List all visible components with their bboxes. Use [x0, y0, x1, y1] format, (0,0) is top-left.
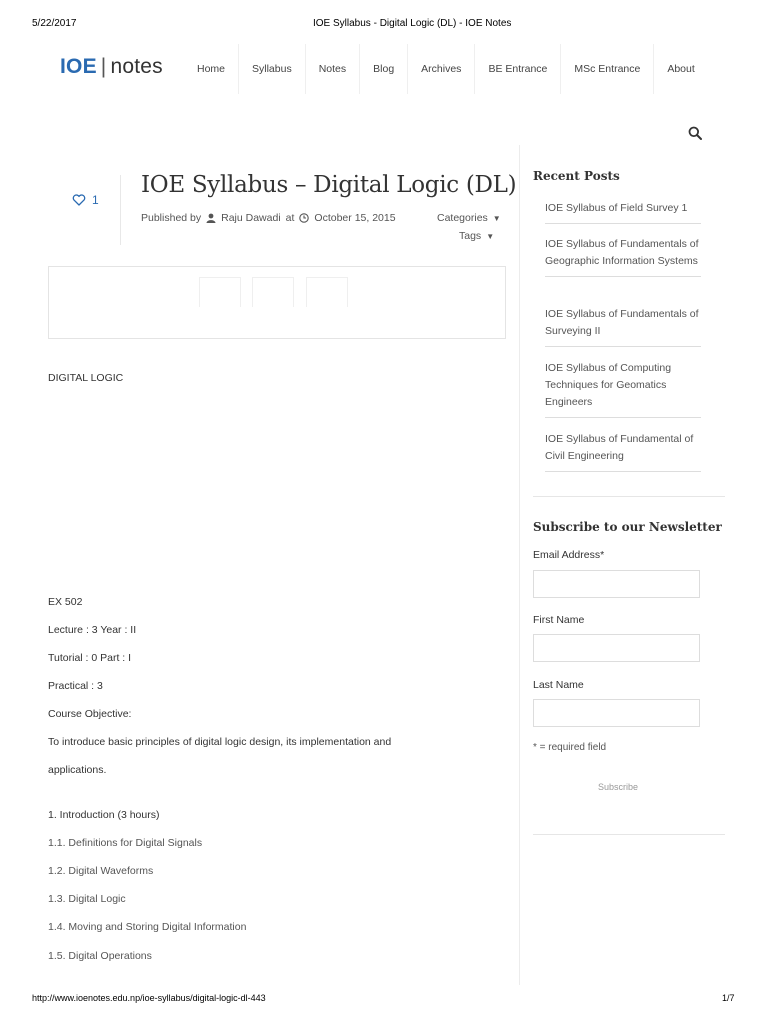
- recent-post-link[interactable]: IOE Syllabus of Fundamental of Civil Engineering: [545, 431, 701, 472]
- like-button[interactable]: [72, 193, 99, 207]
- last-name-label: Last Name: [533, 679, 584, 691]
- list-item: 1.5. Digital Operations: [48, 950, 152, 962]
- share-button-2[interactable]: [252, 277, 294, 307]
- at-label: at: [285, 212, 295, 224]
- last-name-field[interactable]: [533, 699, 700, 727]
- main-nav: [183, 44, 708, 94]
- list-item: 1.1. Definitions for Digital Signals: [48, 837, 203, 849]
- logo-notes: notes: [110, 55, 163, 78]
- content-heading: DIGITAL LOGIC: [48, 372, 124, 384]
- lecture-info: Lecture : 3 Year : II: [48, 624, 137, 636]
- newsletter-title: Subscribe to our Newsletter: [533, 520, 722, 534]
- objective-text-2: applications.: [48, 764, 107, 776]
- print-url: http://www.ioenotes.edu.np/ioe-syllabus/digital-logic-dl-443: [32, 993, 266, 1003]
- recent-post-link[interactable]: IOE Syllabus of Fundamentals of Geographic Information Systems: [545, 236, 701, 277]
- user-icon: [206, 213, 216, 223]
- print-date: 5/22/2017: [32, 18, 77, 29]
- author-link[interactable]: Raju Dawadi: [221, 212, 281, 224]
- chevron-down-icon: ▼: [486, 232, 495, 241]
- first-name-field[interactable]: [533, 634, 700, 662]
- objective-text-1: To introduce basic principles of digital logic design, its implementation and: [48, 736, 392, 748]
- search-icon[interactable]: [688, 126, 702, 140]
- sidebar-separator: [533, 834, 725, 835]
- nav-about[interactable]: About: [667, 63, 695, 75]
- practical-info: Practical : 3: [48, 680, 103, 692]
- list-item: 1.4. Moving and Storing Digital Information: [48, 921, 247, 933]
- tutorial-info: Tutorial : 0 Part : I: [48, 652, 132, 664]
- post-title: IOE Syllabus – Digital Logic (DL): [141, 172, 517, 198]
- print-title: IOE Syllabus - Digital Logic (DL) - IOE Notes: [313, 18, 512, 29]
- list-item: 1.2. Digital Waveforms: [48, 865, 154, 877]
- tags-label: Tags: [459, 230, 482, 242]
- nav-notes[interactable]: Notes: [306, 44, 360, 94]
- post-date: October 15, 2015: [314, 212, 396, 224]
- logo-separator: |: [100, 55, 107, 78]
- email-field[interactable]: [533, 570, 700, 598]
- logo-ioe: IOE: [60, 55, 97, 78]
- nav-archives[interactable]: Archives: [408, 44, 475, 94]
- nav-blog[interactable]: Blog: [360, 44, 408, 94]
- tags-dropdown[interactable]: [459, 230, 494, 242]
- sidebar-separator: [533, 496, 725, 497]
- recent-post-link[interactable]: IOE Syllabus of Fundamentals of Surveying II: [545, 306, 701, 347]
- nav-home[interactable]: Home: [183, 44, 239, 94]
- share-button-1[interactable]: [199, 277, 241, 307]
- email-label: Email Address*: [533, 549, 605, 561]
- required-note: * = required field: [533, 742, 607, 753]
- clock-icon: [299, 213, 309, 223]
- section-heading: 1. Introduction (3 hours): [48, 809, 160, 821]
- nav-syllabus[interactable]: Syllabus: [239, 44, 306, 94]
- nav-be-entrance[interactable]: BE Entrance: [475, 44, 561, 94]
- recent-post-link[interactable]: IOE Syllabus of Computing Techniques for Geomatics Engineers: [545, 360, 701, 418]
- heart-icon: [72, 194, 86, 206]
- published-by-label: Published by: [141, 212, 202, 224]
- like-count: 1: [92, 193, 99, 207]
- list-item: 1.3. Digital Logic: [48, 893, 126, 905]
- objective-label: Course Objective:: [48, 708, 132, 720]
- recent-posts-title: Recent Posts: [533, 169, 620, 183]
- share-button-3[interactable]: [306, 277, 348, 307]
- first-name-label: First Name: [533, 614, 585, 626]
- course-code: EX 502: [48, 596, 83, 608]
- print-page: 1/7: [722, 993, 735, 1003]
- sidebar-divider: [519, 145, 520, 985]
- site-logo[interactable]: [60, 55, 163, 79]
- chevron-down-icon: ▼: [492, 214, 501, 223]
- categories-label: Categories: [437, 212, 488, 224]
- categories-dropdown[interactable]: [437, 212, 501, 224]
- subscribe-button[interactable]: Subscribe: [598, 782, 639, 792]
- post-meta: [141, 212, 396, 224]
- recent-post-link[interactable]: IOE Syllabus of Field Survey 1: [545, 200, 701, 224]
- like-divider: [120, 175, 121, 245]
- nav-msc-entrance[interactable]: MSc Entrance: [561, 44, 654, 94]
